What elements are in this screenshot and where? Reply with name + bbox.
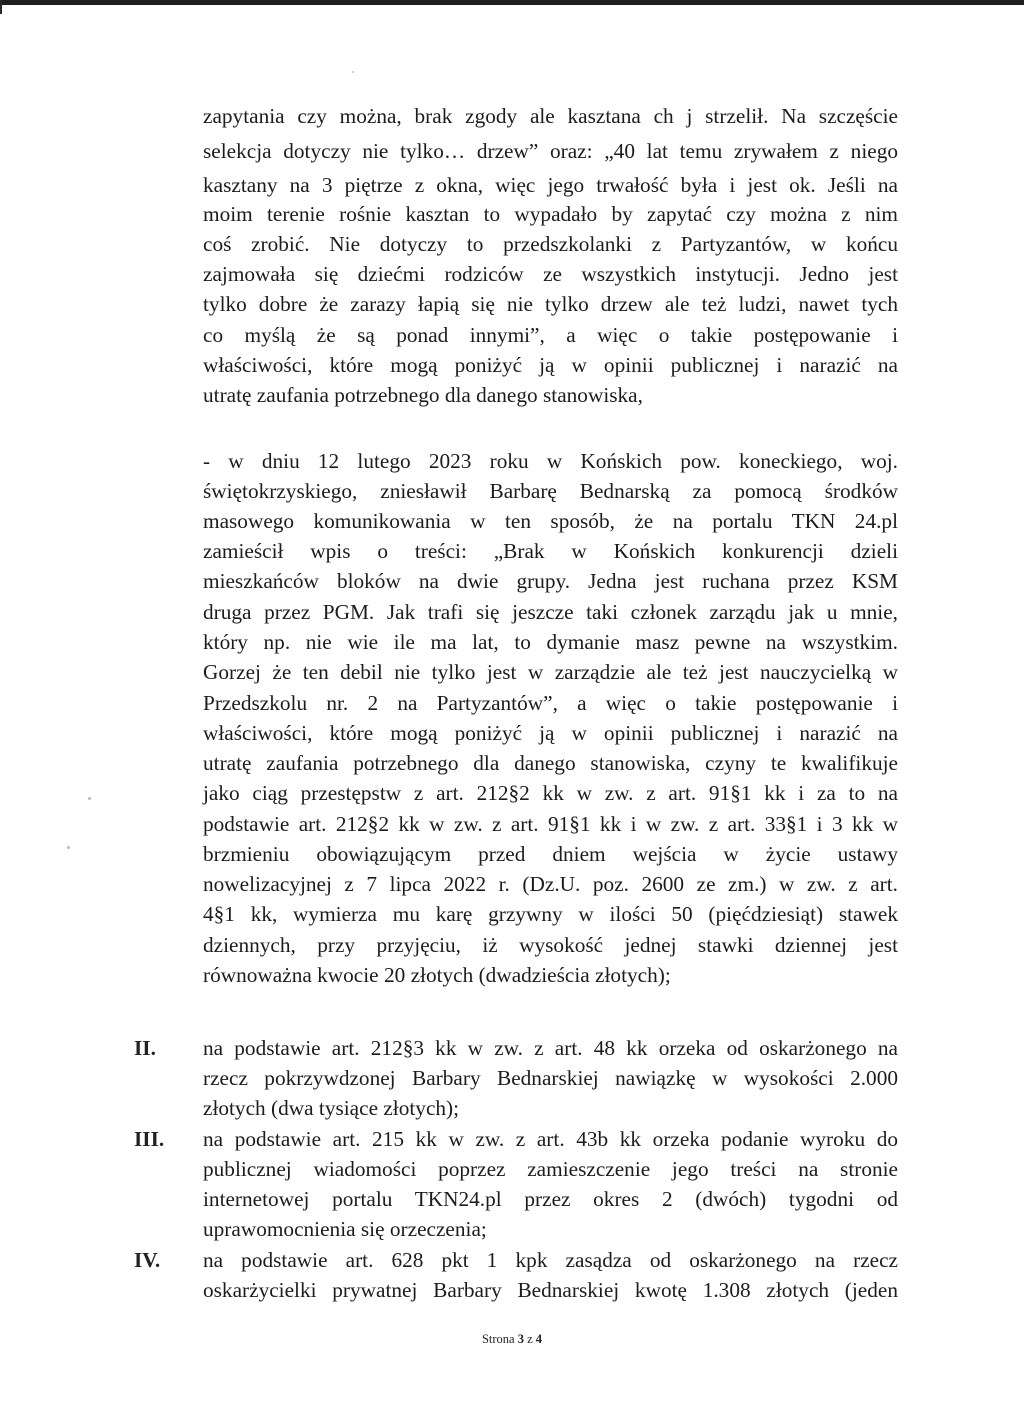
text-line: tylko dobre że zarazy łapią się nie tylko drzew ale też ludzi, nawet tych: [203, 292, 898, 316]
text-line: internetowej portalu TKN24.pl przez okres 2 (dwóch) tygodni od: [203, 1187, 898, 1211]
text-line: jako ciąg przestępstw z art. 212§2 kk w zw. z art. 91§1 kk i za to na: [203, 781, 898, 805]
page-number-footer: [0, 1332, 1024, 1347]
text-line: właściwości, które mogą poniżyć ją w opinii publicznej i narazić na: [203, 721, 898, 745]
text-line: na podstawie art. 628 pkt 1 kpk zasądza od oskarżonego na rzecz: [203, 1248, 898, 1272]
text-line: podstawie art. 212§2 kk w zw. z art. 91§1 kk i w zw. z art. 33§1 i 3 kk w: [203, 812, 898, 836]
text-line: kasztany na 3 piętrze z okna, więc jego trwałość była i jest ok. Jeśli na: [203, 173, 898, 197]
footer-separator: z: [527, 1332, 533, 1346]
text-line: Gorzej że ten debil nie tylko jest w zarządzie ale też jest nauczycielką w: [203, 660, 898, 684]
text-line: uprawomocnienia się orzeczenia;: [203, 1217, 487, 1241]
point-numeral: III.: [134, 1127, 165, 1151]
footer-current-page: 3: [517, 1332, 524, 1346]
text-line: zajmowała się dziećmi rodziców ze wszystkich instytucji. Jedno jest: [203, 262, 898, 286]
scan-speck: [88, 797, 91, 800]
text-line: złotych (dwa tysiące złotych);: [203, 1096, 460, 1120]
text-line: 4§1 kk, wymierza mu karę grzywny w ilości 50 (pięćdziesiąt) stawek: [203, 902, 898, 926]
text-line: który np. nie wie ile ma lat, to dymanie masz pewne na wszystkim.: [203, 630, 898, 654]
text-line: na podstawie art. 212§3 kk w zw. z art. 48 kk orzeka od oskarżonego na: [203, 1036, 898, 1060]
footer-total-pages: 4: [535, 1332, 543, 1346]
text-line: oskarżycielki prywatnej Barbary Bednarskiej kwotę 1.308 złotych (jeden: [203, 1278, 898, 1302]
text-line: świętokrzyskiego, zniesławił Barbarę Bednarską za pomocą środków: [203, 479, 898, 503]
text-line: zapytania czy można, brak zgody ale kasztana ch j strzelił. Na szczęście: [203, 104, 898, 128]
text-line: - w dniu 12 lutego 2023 roku w Końskich pow. koneckiego, woj.: [203, 449, 898, 473]
text-line: co myślą że są ponad innymi”, a więc o takie postępowanie i: [203, 323, 898, 347]
text-line: masowego komunikowania w ten sposób, że na portalu TKN 24.pl: [203, 509, 898, 533]
text-line: zamieścił wpis o treści: „Brak w Końskich konkurencji dzieli: [203, 539, 898, 563]
text-line: Przedszkolu nr. 2 na Partyzantów”, a więc o takie postępowanie i: [203, 691, 898, 715]
text-line: utratę zaufania potrzebnego dla danego stanowiska,: [203, 383, 643, 407]
text-line: właściwości, które mogą poniżyć ją w opinii publicznej i narazić na: [203, 353, 898, 377]
text-line: druga przez PGM. Jak trafi się jeszcze taki członek zarządu jak u mnie,: [203, 600, 898, 624]
text-line: publicznej wiadomości poprzez zamieszczenie jego treści na stronie: [203, 1157, 898, 1181]
text-line: równoważna kwocie 20 złotych (dwadzieścia złotych);: [203, 963, 671, 987]
text-line: moim terenie rośnie kasztan to wypadało by zapytać czy można z nim: [203, 202, 898, 226]
point-numeral: II.: [134, 1036, 156, 1060]
scan-speck: [352, 71, 354, 73]
text-line: rzecz pokrzywdzonej Barbary Bednarskiej nawiązkę w wysokości 2.000: [203, 1066, 898, 1090]
text-line: utratę zaufania potrzebnego dla danego stanowiska, czyny te kwalifikuje: [203, 751, 898, 775]
text-line: coś zrobić. Nie dotyczy to przedszkolanki z Partyzantów, w końcu: [203, 232, 898, 256]
text-line: mieszkańców bloków na dwie grupy. Jedna jest ruchana przez KSM: [203, 569, 898, 593]
point-numeral: IV.: [134, 1248, 161, 1272]
text-line: na podstawie art. 215 kk w zw. z art. 43b kk orzeka podanie wyroku do: [203, 1127, 898, 1151]
text-line: nowelizacyjnej z 7 lipca 2022 r. (Dz.U. poz. 2600 ze zm.) w zw. z art.: [203, 872, 898, 896]
scan-speck: [67, 846, 70, 849]
text-line: selekcja dotyczy nie tylko… drzew” oraz: „40 lat temu zrywałem z niego: [203, 139, 898, 163]
footer-label: Strona: [481, 1332, 515, 1346]
text-line: dziennych, przy przyjęciu, iż wysokość jednej stawki dziennej jest: [203, 933, 898, 957]
text-line: brzmieniu obowiązującym przed dniem wejścia w życie ustawy: [203, 842, 898, 866]
